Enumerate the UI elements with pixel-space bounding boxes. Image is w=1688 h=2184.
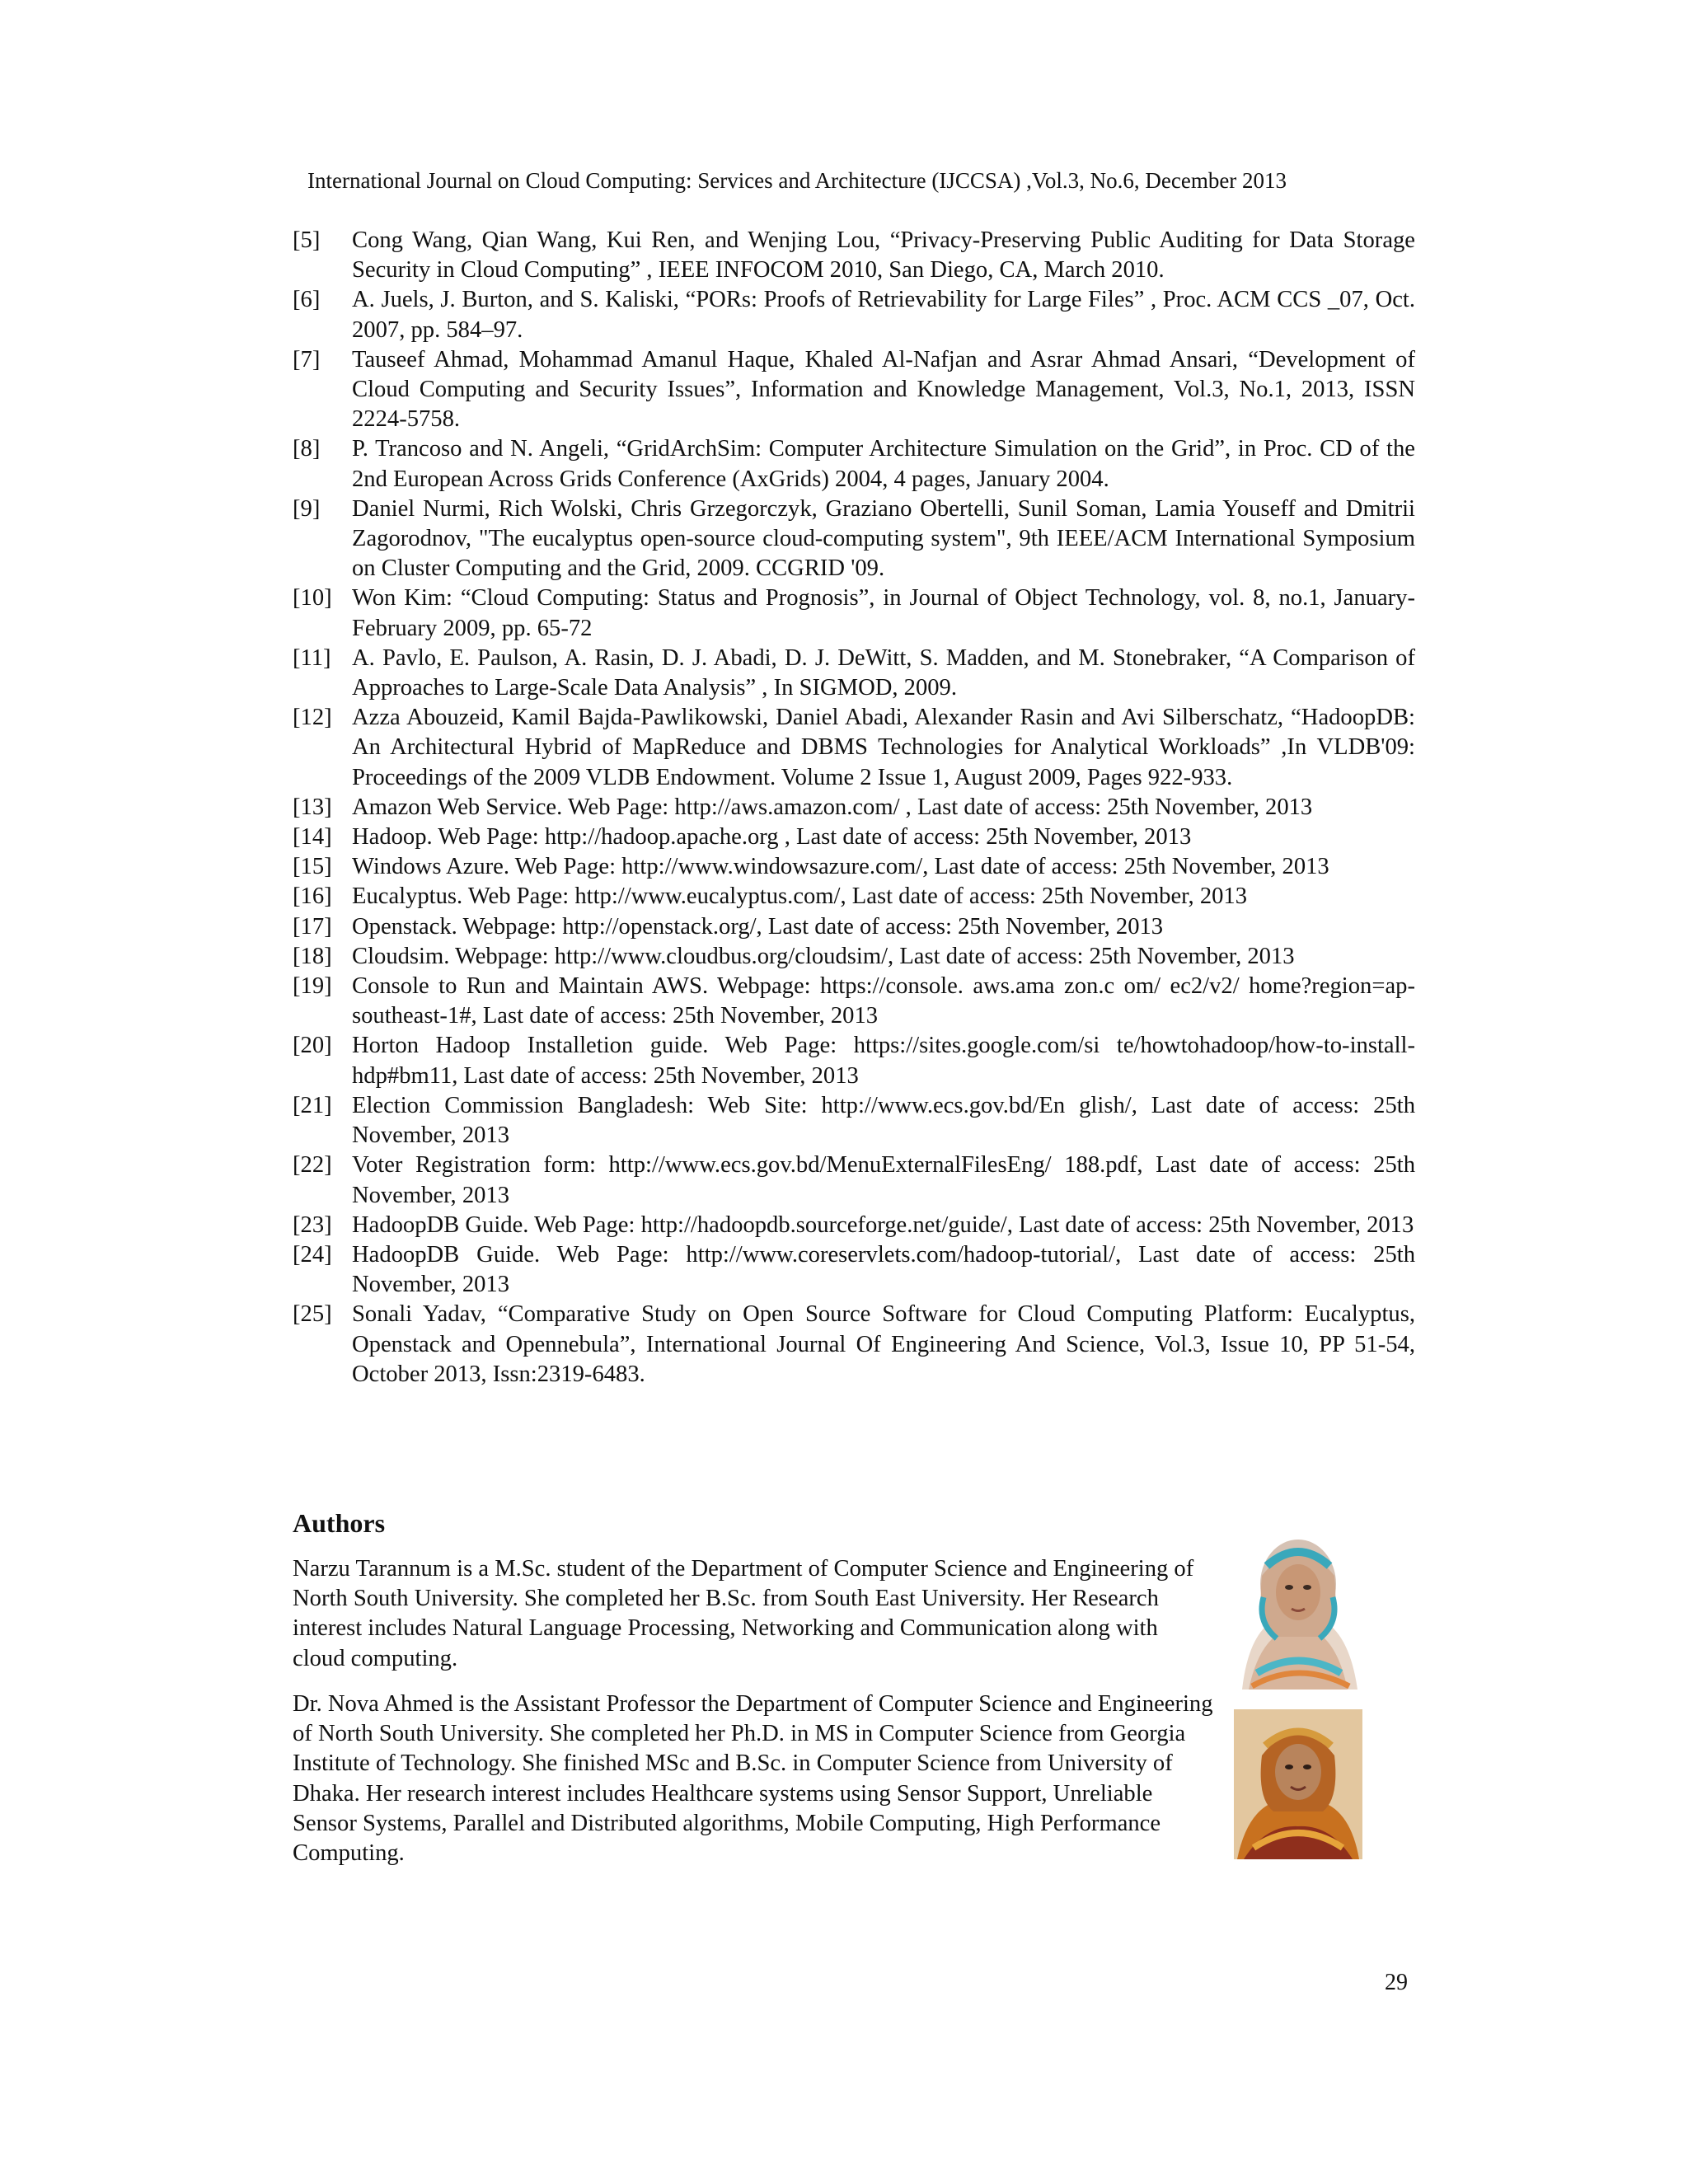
authors-heading: Authors	[293, 1508, 386, 1538]
reference-text: Windows Azure. Web Page: http://www.windowsazure.com/, Last date of access: 25th November, 2013	[352, 854, 1329, 880]
author-photo-nova-ahmed	[1234, 1709, 1362, 1859]
author-bio-nova-ahmed: Dr. Nova Ahmed is the Assistant Professor the Department of Computer Science and Engineering of North South University. She completed her Ph.D. in MS in Computer Science from Georgia Institute of Technology. She finished MSc and B.Sc. in Computer Science from University of Dhaka. Her research interest includes Healthcare systems using Sensor Support, Unreliable Sensor Systems, Parallel and Distributed algorithms, Mobile Computing, High Performance Computing.	[293, 1691, 1213, 1867]
reference-number: [16]	[293, 883, 332, 910]
reference-number: [9]	[293, 495, 321, 522]
reference-number: [8]	[293, 436, 321, 462]
reference-item	[293, 823, 1415, 852]
reference-text: Voter Registration form: http://www.ecs.gov.bd/MenuExternalFilesEng/ 188.pdf, Last date of access: 25th November, 2013	[352, 1152, 1415, 1208]
reference-item	[293, 1211, 1415, 1240]
reference-number: [25]	[293, 1301, 332, 1328]
author-photo-narzu-tarannum	[1234, 1533, 1362, 1690]
journal-header: International Journal on Cloud Computing: Services and Architecture (IJCCSA) ,Vol.3, No.6, December 2013	[307, 168, 1287, 193]
reference-number: [19]	[293, 973, 332, 1000]
reference-number: [7]	[293, 346, 321, 373]
reference-item	[293, 1300, 1415, 1390]
reference-text: Tauseef Ahmad, Mohammad Amanul Haque, Khaled Al-Nafjan and Asrar Ahmad Ansari, “Development of Cloud Computing and Security Issues”, Information and Knowledge Management, Vol.3, No.1, 2013, ISSN 2224-5758.	[352, 346, 1415, 433]
reference-text: P. Trancoso and N. Angeli, “GridArchSim: Computer Architecture Simulation on the Grid”, in Proc. CD of the 2nd European Across Grids Conference (AxGrids) 2004, 4 pages, January 2004.	[352, 436, 1415, 492]
reference-text: Eucalyptus. Web Page: http://www.eucalyptus.com/, Last date of access: 25th November, 2013	[352, 883, 1248, 910]
references-list	[293, 226, 1415, 1390]
reference-number: [15]	[293, 854, 332, 880]
reference-text: Sonali Yadav, “Comparative Study on Open Source Software for Cloud Computing Platform: Eucalyptus, Openstack and Opennebula”, International Journal Of Engineering And Science, Vol.3, Issue 10, PP 51-54, October 2013, Issn:2319-6483.	[352, 1301, 1415, 1387]
reference-item	[293, 972, 1415, 1031]
reference-number: [18]	[293, 943, 332, 969]
reference-item	[293, 1151, 1415, 1210]
reference-number: [10]	[293, 585, 332, 612]
reference-text: A. Pavlo, E. Paulson, A. Rasin, D. J. Abadi, D. J. DeWitt, S. Madden, and M. Stonebraker, “A Comparison of Approaches to Large-Scale Data Analysis” , In SIGMOD, 2009.	[352, 644, 1415, 701]
reference-item	[293, 1091, 1415, 1151]
reference-text: HadoopDB Guide. Web Page: http://hadoopdb.sourceforge.net/guide/, Last date of access: 25th November, 2013	[352, 1212, 1414, 1238]
reference-number: [22]	[293, 1152, 332, 1179]
reference-item	[293, 285, 1415, 344]
reference-text: Hadoop. Web Page: http://hadoop.apache.org , Last date of access: 25th November, 2013	[352, 824, 1192, 851]
reference-number: [14]	[293, 824, 332, 851]
reference-text: A. Juels, J. Burton, and S. Kaliski, “PORs: Proofs of Retrievability for Large Files” , Proc. ACM CCS _07, Oct. 2007, pp. 584–97.	[352, 287, 1415, 343]
reference-item	[293, 644, 1415, 703]
reference-item	[293, 912, 1415, 942]
reference-item	[293, 882, 1415, 912]
reference-item	[293, 226, 1415, 285]
reference-number: [17]	[293, 913, 332, 940]
reference-item	[293, 793, 1415, 823]
reference-text: Console to Run and Maintain AWS. Webpage: https://console. aws.ama zon.c om/ ec2/v2/ home?region=ap-southeast-1#, Last date of access: 25th November, 2013	[352, 973, 1415, 1029]
reference-text: Amazon Web Service. Web Page: http://aws.amazon.com/ , Last date of access: 25th November, 2013	[352, 794, 1313, 820]
reference-number: [13]	[293, 794, 332, 820]
reference-text: Daniel Nurmi, Rich Wolski, Chris Grzegorczyk, Graziano Obertelli, Sunil Soman, Lamia Youseff and Dmitrii Zagorodnov, "The eucalyptus open-source cloud-computing system", 9th IEEE/ACM International Symposium on Cluster Computing and the Grid, 2009. CCGRID '09.	[352, 495, 1415, 582]
reference-number: [6]	[293, 287, 321, 313]
reference-item	[293, 1240, 1415, 1300]
reference-text: Openstack. Webpage: http://openstack.org/, Last date of access: 25th November, 2013	[352, 913, 1164, 940]
reference-item	[293, 942, 1415, 972]
reference-text: Won Kim: “Cloud Computing: Status and Prognosis”, in Journal of Object Technology, vol. 8, no.1, January-February 2009, pp. 65-72	[352, 585, 1415, 641]
reference-number: [11]	[293, 644, 331, 671]
reference-text: Azza Abouzeid, Kamil Bajda-Pawlikowski, Daniel Abadi, Alexander Rasin and Avi Silberschatz, “HadoopDB: An Architectural Hybrid of MapReduce and DBMS Technologies for Analytical Workloads” ,In VLDB'09: Proceedings of the 2009 VLDB Endowment. Volume 2 Issue 1, August 2009, Pages 922-933.	[352, 705, 1415, 790]
reference-text: Cloudsim. Webpage: http://www.cloudbus.org/cloudsim/, Last date of access: 25th November, 2013	[352, 943, 1295, 969]
reference-item	[293, 345, 1415, 435]
reference-text: Cong Wang, Qian Wang, Kui Ren, and Wenjing Lou, “Privacy-Preserving Public Auditing for Data Storage Security in Cloud Computing” , IEEE INFOCOM 2010, San Diego, CA, March 2010.	[352, 227, 1415, 284]
reference-number: [24]	[293, 1241, 332, 1268]
author-bio-narzu-tarannum: Narzu Tarannum is a M.Sc. student of the Department of Computer Science and Engineering of North South University. She completed her B.Sc. from South East University. Her Research interest includes Natural Language Processing, Networking and Communication along with cloud computing.	[293, 1556, 1194, 1671]
reference-number: [23]	[293, 1212, 332, 1238]
reference-item	[293, 494, 1415, 584]
reference-item	[293, 1031, 1415, 1090]
reference-item	[293, 583, 1415, 643]
reference-number: [21]	[293, 1092, 332, 1118]
reference-item	[293, 852, 1415, 882]
reference-text: HadoopDB Guide. Web Page: http://www.coreservlets.com/hadoop-tutorial/, Last date of access: 25th November, 2013	[352, 1241, 1415, 1298]
reference-text: Election Commission Bangladesh: Web Site: http://www.ecs.gov.bd/En glish/, Last date of access: 25th November, 2013	[352, 1092, 1415, 1149]
reference-text: Horton Hadoop Installetion guide. Web Page: https://sites.google.com/si te/howtohadoop/how-to-install-hdp#bm11, Last date of access: 25th November, 2013	[352, 1033, 1415, 1089]
reference-number: [12]	[293, 705, 332, 731]
reference-number: [5]	[293, 227, 321, 253]
reference-item	[293, 434, 1415, 494]
reference-number: [20]	[293, 1033, 332, 1059]
reference-item	[293, 703, 1415, 793]
page-number: 29	[1385, 1970, 1408, 1995]
